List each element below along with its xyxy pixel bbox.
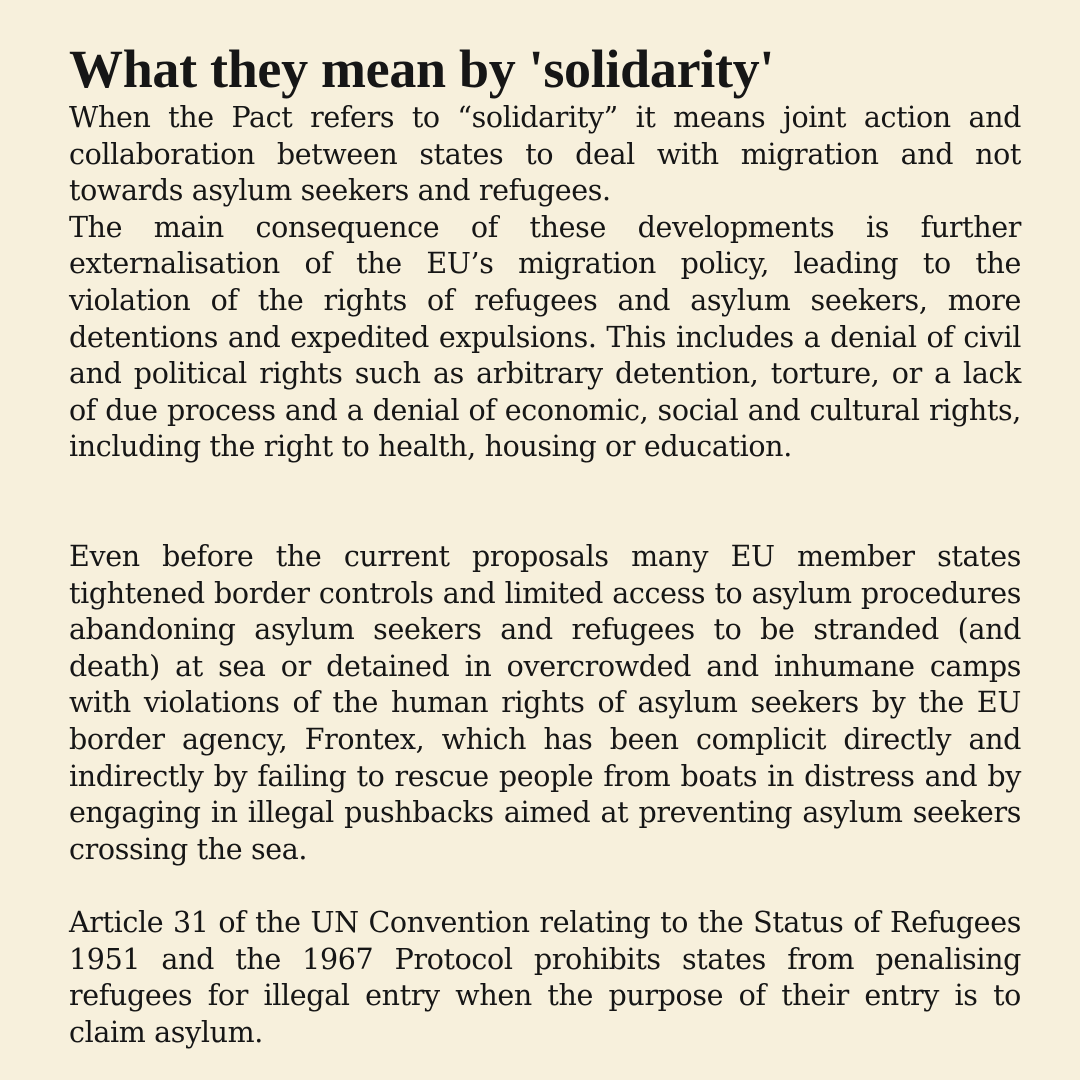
article-title: What they mean by 'solidarity' [69,39,775,99]
paragraph-spacer [69,868,1021,905]
article [69,38,1021,1052]
paragraph-main-consequence: The main consequence of these developments is further externalisation of the EU’s migration policy, leading to the violation of the rights of refugees and asylum seekers, more detentions and expedited expulsions. This includes a denial of civil and political rights such as arbitrary detention, torture, or a lack of due process and a denial of economic, social and cultural rights, including the right to health, housing or education. [69,210,1021,464]
paragraph-border-controls: Even before the current proposals many EU member states tightened border controls and limited access to asylum procedures abandoning asylum seekers and refugees to be stranded (and death) at sea or detained in overcrowded and inhumane camps with violations of the human rights of asylum seekers by the EU border agency, Frontex, which has been complicit directly and indirectly by failing to rescue people from boats in distress and by engaging in illegal pushbacks aimed at preventing asylum seekers crossing the sea. [69,539,1021,866]
paragraph-spacer [69,466,1021,539]
paragraph-article-31: Article 31 of the UN Convention relating to the Status of Refugees 1951 and the 1967 Protocol prohibits states from penalising refugees for illegal entry when the purpose of their entry is to claim asylum. [69,906,1021,1050]
paragraph-solidarity-definition: When the Pact refers to “solidarity” it means joint action and collaboration between states to deal with migration and not towards asylum seekers and refugees. [69,101,1021,208]
